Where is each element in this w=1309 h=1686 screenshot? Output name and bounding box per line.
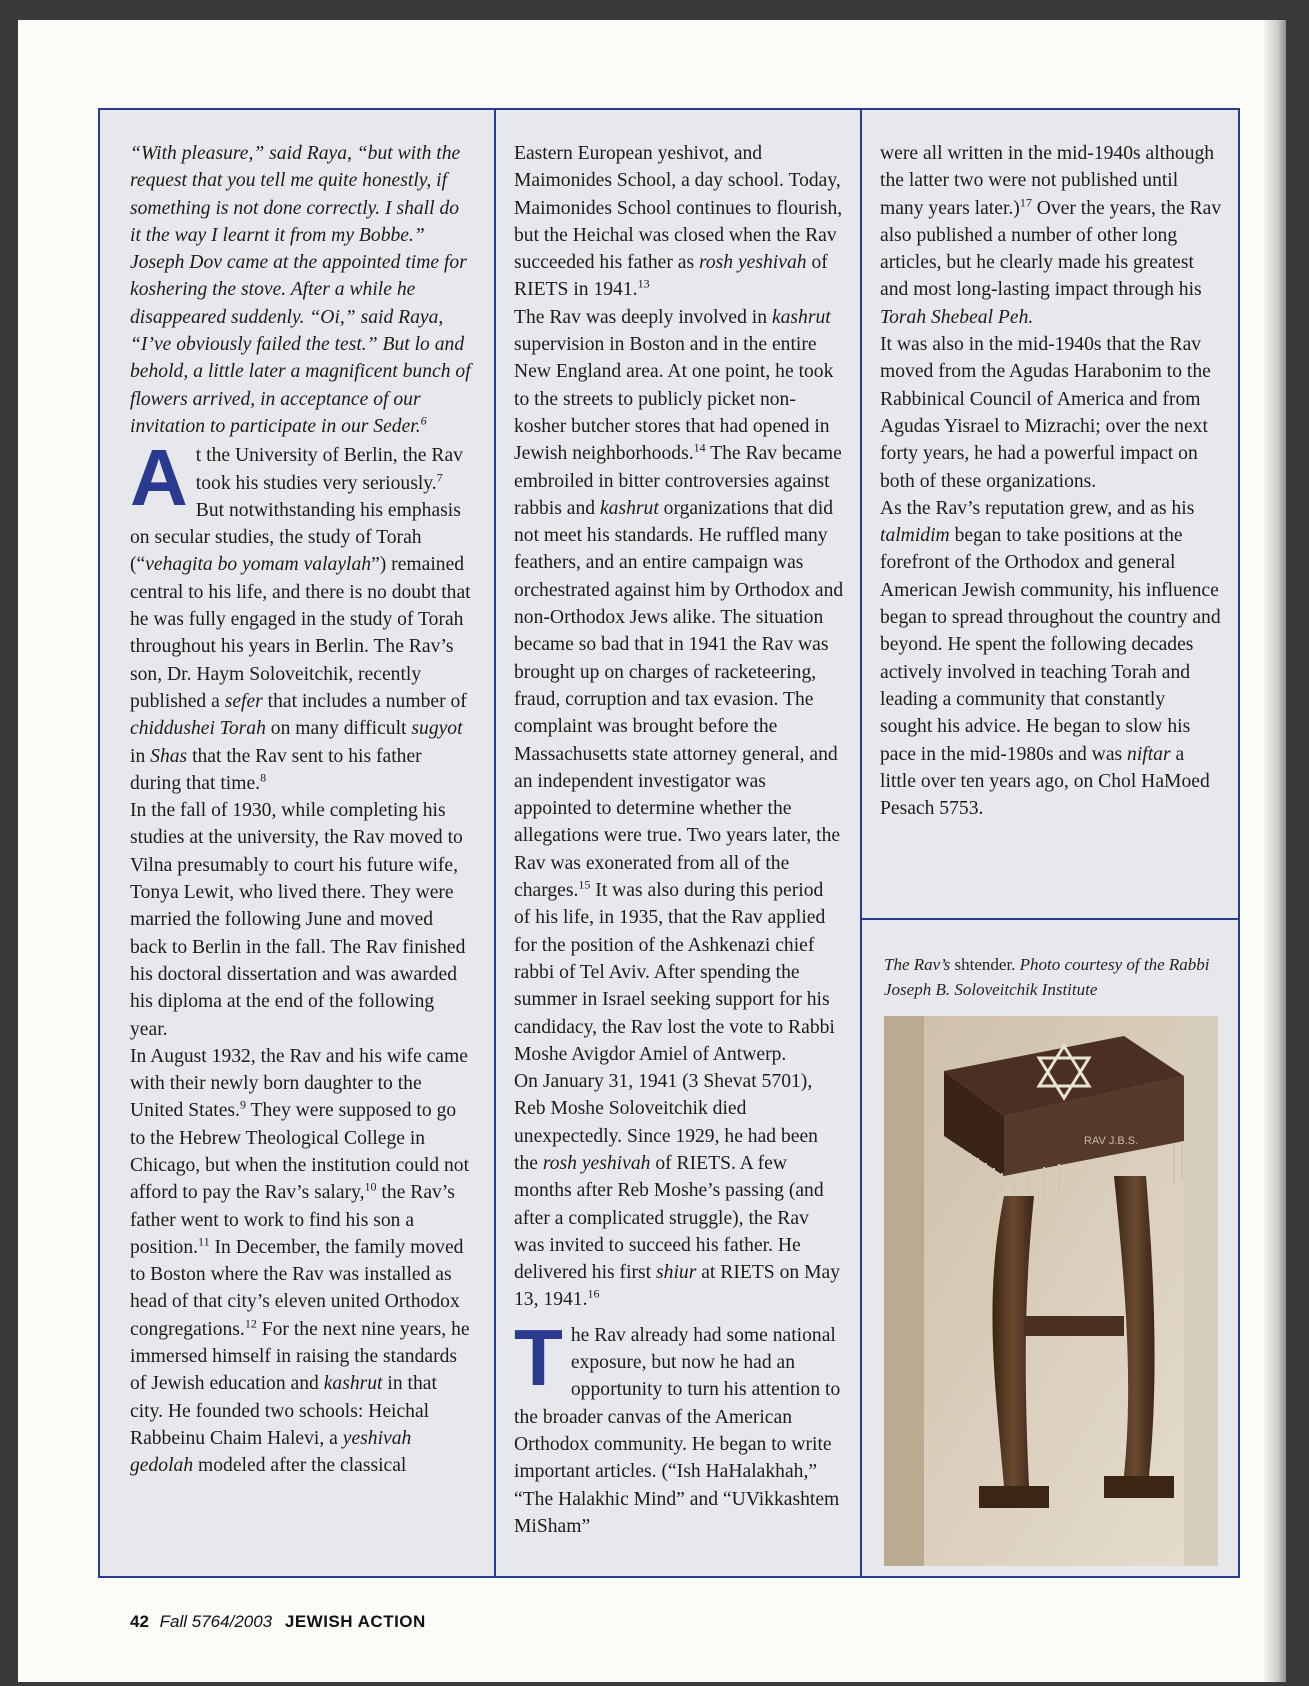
paragraph: were all written in the mid-1940s although the latter two were not published until many years later.)$^{17}$ Over the years, the Rav also published a number of other long articles, but he clearly made his greatest and most long-lasting impact through his Torah Shebeal Peh.	[880, 143, 1222, 328]
issue-label: Fall 5764/2003	[159, 1612, 273, 1631]
page-footer	[130, 1612, 426, 1632]
quote-block	[130, 140, 472, 440]
column-3	[862, 110, 1238, 920]
drop-cap: A	[130, 433, 188, 523]
paragraph: In the fall of 1930, while completing his studies at the university, the Rav moved to Vilna presumably to court his future wife, Tonya Lewit, who lived there. They were married the following June and moved back to Berlin in the fall. The Rav finished his doctoral dissertation and was awarded his diploma at the end of the following year.	[130, 800, 466, 1040]
paragraph: At the University of Berlin, the Rav took his studies very seriously.$^7$ But notwithstanding his emphasis on secular studies, the study of Torah (“vehagita bo yomam valaylah”) remained central to his life, and there is no doubt that he was fully engaged in the study of Torah throughout his years in Berlin. The Rav’s son, Dr. Haym Soloveitchik, recently published a sefer that includes a number of chiddushei Torah on many difficult sugyot in Shas that the Rav sent to his father during that time.$^8$	[130, 433, 471, 794]
page-binding-shadow	[1264, 20, 1286, 1682]
paragraph: The Rav already had some national exposure, but now he had an opportunity to turn his attention to the broader canvas of the American Orthodox community. He began to write important articles. (“Ish HaHalakhah,” “The Halakhic Mind” and “UVikkashtem MiSham”	[514, 1312, 841, 1537]
page-number: 42	[130, 1612, 149, 1631]
drop-cap: T	[514, 1312, 563, 1402]
shtender-photo	[884, 1016, 1218, 1566]
paragraph: The Rav was deeply involved in kashrut supervision in Boston and in the entire New England area. At one point, he took to the streets to publicly picket non-kosher butcher stores that had opened in Jewish neighborhoods.$^{14}$ The Rav became embroiled in bitter controversies against rabbis and kashrut organizations that did not meet his standards. He ruffled many feathers, and an entire campaign was orchestrated against him by Orthodox and non-Orthodox Jews alike. The situation became so bad that in 1941 the Rav was brought up on charges of racketeering, fraud, corruption and tax evasion. The complaint was brought before the Massachusetts state attorney general, and an independent investigator was appointed to determine whether the allegations were true. Two years later, the Rav was exonerated from all of the charges.$^{15}$ It was also during this period of his life, in 1935, that the Rav applied for the position of the Ashkenazi chief rabbi of Tel Aviv. After spending the summer in Israel seeking support for his candidacy, the Rav lost the vote to Rabbi Moshe Avigdor Amiel of Antwerp.	[514, 306, 844, 1065]
cloth-inscription: RAV J.B.S.	[1084, 1135, 1139, 1147]
magazine-name: JEWISH ACTION	[284, 1612, 426, 1631]
column-1	[100, 110, 496, 1576]
magazine-page	[18, 20, 1286, 1682]
paragraph: As the Rav’s reputation grew, and as his talmidim began to take positions at the forefront of the Orthodox and general American Jewish community, his influence began to spread throughout the country and beyond. He spent the following decades actively involved in teaching Torah and leading a community that constantly sought his advice. He began to slow his pace in the mid-1980s and was niftar a little over ten years ago, on Chol HaMoed Pesach 5753.	[880, 497, 1221, 820]
photo-caption: The Rav’s shtender. Photo courtesy of the Rabbi Joseph B. Soloveitchik Institute	[884, 955, 1210, 999]
footnote-ref: 6	[420, 413, 427, 428]
paragraph: On January 31, 1941 (3 Shevat 5701), Reb Moshe Soloveitchik died unexpectedly. Since 1929, he had been the rosh yeshivah of RIETS. A few months after Reb Moshe’s passing (and after a complicated struggle), the Rav was invited to succeed his father. He delivered his first shiur at RIETS on May 13, 1941.16	[514, 1071, 840, 1311]
column-2	[496, 110, 862, 1576]
photo-box	[862, 920, 1238, 1576]
paragraph: It was also in the mid-1940s that the Rav moved from the Agudas Harabonim to the Rabbinical Council of America and from Agudas Yisrael to Mizrachi; over the next forty years, he had a powerful impact on both of these organizations.	[880, 334, 1211, 492]
quote-text: “With pleasure,” said Raya, “but with the request that you tell me quite honestly, if something is not done correctly. I shall do it the way I learnt it from my Bobbe.” Joseph Dov came at the appointed time for koshering the stove. After a while he disappeared suddenly. “Oi,” said Raya, “I’ve obviously failed the test.” But lo and behold, a little later a magnificent bunch of flowers arrived, in acceptance of our invitation to participate in our Seder.	[130, 143, 471, 437]
paragraph: Eastern European yeshivot, and Maimonides School, a day school. Today, Maimonides School continues to flourish, but the Heichal was closed when the Rav succeeded his father as rosh yeshivah of RIETS in 1941.13	[514, 143, 843, 301]
paragraph: In August 1932, the Rav and his wife came with their newly born daughter to the United States.$^9$ They were supposed to go to the Hebrew Theological College in Chicago, but when the institution could not afford to pay the Rav’s salary,$^{10}$ the Rav’s father went to work to find his son a position.$^{11}$ In December, the family moved to Boston where the Rav was installed as head of that city’s eleven united Orthodox congregations.$^{12}$ For the next nine years, he immersed himself in raising the standards of Jewish education and kashrut in that city. He founded two schools: Heichal Rabbeinu Chaim Halevi, a yeshivah gedolah modeled after the classical	[130, 1045, 470, 1477]
article-frame	[98, 108, 1240, 1578]
